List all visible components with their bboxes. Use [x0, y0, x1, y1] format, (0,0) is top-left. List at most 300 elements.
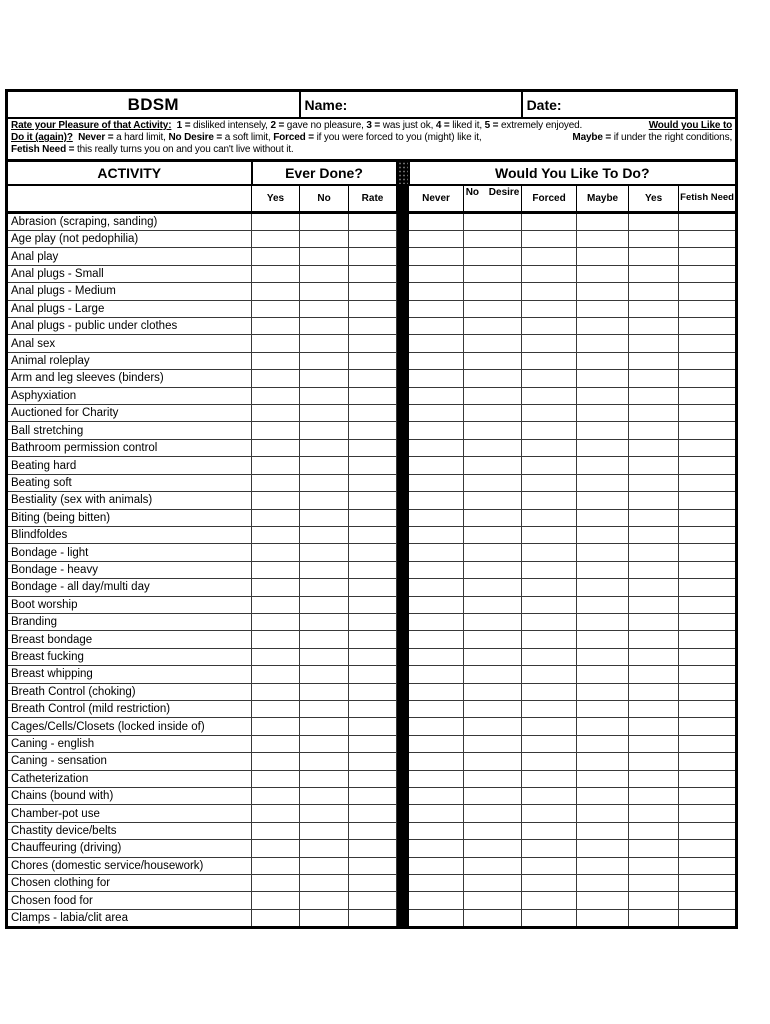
wl-forced-cell[interactable]	[522, 700, 577, 717]
wl-yes-cell[interactable]	[629, 909, 679, 927]
wl-never-cell[interactable]	[409, 526, 464, 543]
wl-forced-cell[interactable]	[522, 439, 577, 456]
wl-yes-cell[interactable]	[629, 509, 679, 526]
wl-fetish-need-cell[interactable]	[679, 909, 737, 927]
ever-rate-cell[interactable]	[349, 509, 397, 526]
wl-never-cell[interactable]	[409, 283, 464, 300]
wl-no-desire-cell[interactable]	[464, 492, 522, 509]
wl-fetish-need-cell[interactable]	[679, 370, 737, 387]
wl-yes-cell[interactable]	[629, 788, 679, 805]
ever-no-cell[interactable]	[300, 387, 349, 404]
ever-yes-cell[interactable]	[252, 788, 300, 805]
ever-yes-cell[interactable]	[252, 457, 300, 474]
ever-yes-cell[interactable]	[252, 892, 300, 909]
wl-forced-cell[interactable]	[522, 231, 577, 248]
ever-rate-cell[interactable]	[349, 648, 397, 665]
ever-yes-cell[interactable]	[252, 631, 300, 648]
ever-yes-cell[interactable]	[252, 248, 300, 265]
wl-never-cell[interactable]	[409, 805, 464, 822]
wl-never-cell[interactable]	[409, 579, 464, 596]
wl-yes-cell[interactable]	[629, 231, 679, 248]
ever-rate-cell[interactable]	[349, 248, 397, 265]
ever-rate-cell[interactable]	[349, 805, 397, 822]
wl-maybe-cell[interactable]	[577, 596, 629, 613]
wl-maybe-cell[interactable]	[577, 770, 629, 787]
ever-no-cell[interactable]	[300, 561, 349, 578]
wl-never-cell[interactable]	[409, 370, 464, 387]
wl-yes-cell[interactable]	[629, 492, 679, 509]
wl-never-cell[interactable]	[409, 318, 464, 335]
ever-yes-cell[interactable]	[252, 770, 300, 787]
wl-fetish-need-cell[interactable]	[679, 335, 737, 352]
wl-fetish-need-cell[interactable]	[679, 231, 737, 248]
ever-rate-cell[interactable]	[349, 857, 397, 874]
ever-rate-cell[interactable]	[349, 631, 397, 648]
wl-yes-cell[interactable]	[629, 753, 679, 770]
wl-never-cell[interactable]	[409, 544, 464, 561]
wl-fetish-need-cell[interactable]	[679, 265, 737, 282]
ever-no-cell[interactable]	[300, 526, 349, 543]
wl-never-cell[interactable]	[409, 300, 464, 317]
ever-yes-cell[interactable]	[252, 666, 300, 683]
ever-no-cell[interactable]	[300, 596, 349, 613]
wl-fetish-need-cell[interactable]	[679, 788, 737, 805]
wl-forced-cell[interactable]	[522, 822, 577, 839]
ever-no-cell[interactable]	[300, 405, 349, 422]
wl-never-cell[interactable]	[409, 631, 464, 648]
ever-yes-cell[interactable]	[252, 387, 300, 404]
wl-never-cell[interactable]	[409, 892, 464, 909]
ever-rate-cell[interactable]	[349, 822, 397, 839]
wl-maybe-cell[interactable]	[577, 405, 629, 422]
wl-yes-cell[interactable]	[629, 457, 679, 474]
ever-rate-cell[interactable]	[349, 526, 397, 543]
ever-rate-cell[interactable]	[349, 700, 397, 717]
wl-maybe-cell[interactable]	[577, 735, 629, 752]
ever-rate-cell[interactable]	[349, 212, 397, 230]
wl-no-desire-cell[interactable]	[464, 735, 522, 752]
ever-rate-cell[interactable]	[349, 283, 397, 300]
wl-no-desire-cell[interactable]	[464, 718, 522, 735]
wl-yes-cell[interactable]	[629, 283, 679, 300]
wl-no-desire-cell[interactable]	[464, 352, 522, 369]
wl-maybe-cell[interactable]	[577, 788, 629, 805]
ever-rate-cell[interactable]	[349, 439, 397, 456]
wl-fetish-need-cell[interactable]	[679, 822, 737, 839]
wl-fetish-need-cell[interactable]	[679, 526, 737, 543]
wl-forced-cell[interactable]	[522, 857, 577, 874]
wl-maybe-cell[interactable]	[577, 613, 629, 630]
ever-rate-cell[interactable]	[349, 875, 397, 892]
ever-no-cell[interactable]	[300, 683, 349, 700]
wl-maybe-cell[interactable]	[577, 857, 629, 874]
wl-maybe-cell[interactable]	[577, 718, 629, 735]
wl-fetish-need-cell[interactable]	[679, 422, 737, 439]
ever-yes-cell[interactable]	[252, 318, 300, 335]
wl-forced-cell[interactable]	[522, 422, 577, 439]
wl-forced-cell[interactable]	[522, 648, 577, 665]
wl-forced-cell[interactable]	[522, 405, 577, 422]
wl-forced-cell[interactable]	[522, 596, 577, 613]
wl-maybe-cell[interactable]	[577, 265, 629, 282]
wl-no-desire-cell[interactable]	[464, 457, 522, 474]
wl-no-desire-cell[interactable]	[464, 579, 522, 596]
ever-no-cell[interactable]	[300, 579, 349, 596]
wl-no-desire-cell[interactable]	[464, 822, 522, 839]
wl-forced-cell[interactable]	[522, 544, 577, 561]
wl-forced-cell[interactable]	[522, 212, 577, 230]
wl-maybe-cell[interactable]	[577, 579, 629, 596]
wl-yes-cell[interactable]	[629, 300, 679, 317]
wl-fetish-need-cell[interactable]	[679, 718, 737, 735]
ever-no-cell[interactable]	[300, 875, 349, 892]
ever-no-cell[interactable]	[300, 212, 349, 230]
wl-maybe-cell[interactable]	[577, 683, 629, 700]
ever-yes-cell[interactable]	[252, 474, 300, 491]
wl-never-cell[interactable]	[409, 265, 464, 282]
ever-rate-cell[interactable]	[349, 492, 397, 509]
ever-rate-cell[interactable]	[349, 735, 397, 752]
wl-no-desire-cell[interactable]	[464, 631, 522, 648]
wl-never-cell[interactable]	[409, 509, 464, 526]
ever-no-cell[interactable]	[300, 335, 349, 352]
wl-yes-cell[interactable]	[629, 422, 679, 439]
wl-yes-cell[interactable]	[629, 822, 679, 839]
wl-forced-cell[interactable]	[522, 318, 577, 335]
ever-yes-cell[interactable]	[252, 492, 300, 509]
wl-forced-cell[interactable]	[522, 631, 577, 648]
wl-never-cell[interactable]	[409, 613, 464, 630]
ever-yes-cell[interactable]	[252, 370, 300, 387]
ever-no-cell[interactable]	[300, 248, 349, 265]
wl-never-cell[interactable]	[409, 683, 464, 700]
wl-yes-cell[interactable]	[629, 666, 679, 683]
wl-fetish-need-cell[interactable]	[679, 700, 737, 717]
ever-rate-cell[interactable]	[349, 579, 397, 596]
date-field[interactable]: Date:	[522, 91, 737, 119]
ever-rate-cell[interactable]	[349, 474, 397, 491]
wl-no-desire-cell[interactable]	[464, 387, 522, 404]
wl-yes-cell[interactable]	[629, 544, 679, 561]
wl-no-desire-cell[interactable]	[464, 474, 522, 491]
ever-yes-cell[interactable]	[252, 700, 300, 717]
wl-no-desire-cell[interactable]	[464, 526, 522, 543]
wl-fetish-need-cell[interactable]	[679, 579, 737, 596]
wl-fetish-need-cell[interactable]	[679, 387, 737, 404]
wl-no-desire-cell[interactable]	[464, 265, 522, 282]
wl-forced-cell[interactable]	[522, 265, 577, 282]
ever-rate-cell[interactable]	[349, 405, 397, 422]
ever-yes-cell[interactable]	[252, 231, 300, 248]
wl-maybe-cell[interactable]	[577, 212, 629, 230]
wl-maybe-cell[interactable]	[577, 875, 629, 892]
wl-yes-cell[interactable]	[629, 683, 679, 700]
wl-never-cell[interactable]	[409, 909, 464, 927]
ever-rate-cell[interactable]	[349, 265, 397, 282]
ever-yes-cell[interactable]	[252, 544, 300, 561]
wl-fetish-need-cell[interactable]	[679, 283, 737, 300]
wl-fetish-need-cell[interactable]	[679, 613, 737, 630]
wl-fetish-need-cell[interactable]	[679, 405, 737, 422]
wl-forced-cell[interactable]	[522, 718, 577, 735]
wl-never-cell[interactable]	[409, 735, 464, 752]
wl-never-cell[interactable]	[409, 822, 464, 839]
wl-never-cell[interactable]	[409, 231, 464, 248]
wl-never-cell[interactable]	[409, 596, 464, 613]
wl-no-desire-cell[interactable]	[464, 509, 522, 526]
wl-maybe-cell[interactable]	[577, 648, 629, 665]
ever-no-cell[interactable]	[300, 892, 349, 909]
wl-forced-cell[interactable]	[522, 492, 577, 509]
wl-fetish-need-cell[interactable]	[679, 753, 737, 770]
wl-never-cell[interactable]	[409, 718, 464, 735]
wl-fetish-need-cell[interactable]	[679, 561, 737, 578]
ever-rate-cell[interactable]	[349, 370, 397, 387]
wl-no-desire-cell[interactable]	[464, 909, 522, 927]
wl-yes-cell[interactable]	[629, 596, 679, 613]
ever-rate-cell[interactable]	[349, 683, 397, 700]
wl-no-desire-cell[interactable]	[464, 770, 522, 787]
wl-maybe-cell[interactable]	[577, 283, 629, 300]
wl-maybe-cell[interactable]	[577, 422, 629, 439]
ever-yes-cell[interactable]	[252, 683, 300, 700]
wl-maybe-cell[interactable]	[577, 631, 629, 648]
wl-no-desire-cell[interactable]	[464, 875, 522, 892]
wl-maybe-cell[interactable]	[577, 318, 629, 335]
ever-rate-cell[interactable]	[349, 387, 397, 404]
wl-no-desire-cell[interactable]	[464, 700, 522, 717]
wl-forced-cell[interactable]	[522, 387, 577, 404]
wl-fetish-need-cell[interactable]	[679, 840, 737, 857]
ever-yes-cell[interactable]	[252, 857, 300, 874]
wl-fetish-need-cell[interactable]	[679, 439, 737, 456]
wl-maybe-cell[interactable]	[577, 666, 629, 683]
ever-yes-cell[interactable]	[252, 579, 300, 596]
ever-yes-cell[interactable]	[252, 613, 300, 630]
wl-yes-cell[interactable]	[629, 370, 679, 387]
ever-rate-cell[interactable]	[349, 840, 397, 857]
wl-yes-cell[interactable]	[629, 648, 679, 665]
wl-yes-cell[interactable]	[629, 857, 679, 874]
wl-fetish-need-cell[interactable]	[679, 474, 737, 491]
wl-never-cell[interactable]	[409, 387, 464, 404]
wl-no-desire-cell[interactable]	[464, 753, 522, 770]
wl-yes-cell[interactable]	[629, 718, 679, 735]
wl-fetish-need-cell[interactable]	[679, 683, 737, 700]
wl-yes-cell[interactable]	[629, 474, 679, 491]
wl-fetish-need-cell[interactable]	[679, 735, 737, 752]
wl-fetish-need-cell[interactable]	[679, 666, 737, 683]
wl-no-desire-cell[interactable]	[464, 648, 522, 665]
wl-forced-cell[interactable]	[522, 526, 577, 543]
wl-maybe-cell[interactable]	[577, 439, 629, 456]
ever-no-cell[interactable]	[300, 735, 349, 752]
ever-no-cell[interactable]	[300, 300, 349, 317]
wl-forced-cell[interactable]	[522, 875, 577, 892]
ever-yes-cell[interactable]	[252, 352, 300, 369]
ever-rate-cell[interactable]	[349, 666, 397, 683]
wl-maybe-cell[interactable]	[577, 352, 629, 369]
wl-yes-cell[interactable]	[629, 352, 679, 369]
wl-no-desire-cell[interactable]	[464, 561, 522, 578]
ever-yes-cell[interactable]	[252, 405, 300, 422]
wl-fetish-need-cell[interactable]	[679, 212, 737, 230]
wl-forced-cell[interactable]	[522, 370, 577, 387]
ever-no-cell[interactable]	[300, 770, 349, 787]
ever-yes-cell[interactable]	[252, 283, 300, 300]
wl-fetish-need-cell[interactable]	[679, 248, 737, 265]
wl-maybe-cell[interactable]	[577, 822, 629, 839]
ever-rate-cell[interactable]	[349, 457, 397, 474]
wl-never-cell[interactable]	[409, 352, 464, 369]
ever-rate-cell[interactable]	[349, 613, 397, 630]
wl-fetish-need-cell[interactable]	[679, 318, 737, 335]
wl-forced-cell[interactable]	[522, 335, 577, 352]
wl-fetish-need-cell[interactable]	[679, 892, 737, 909]
wl-maybe-cell[interactable]	[577, 544, 629, 561]
wl-never-cell[interactable]	[409, 700, 464, 717]
ever-no-cell[interactable]	[300, 631, 349, 648]
wl-yes-cell[interactable]	[629, 439, 679, 456]
wl-never-cell[interactable]	[409, 770, 464, 787]
wl-fetish-need-cell[interactable]	[679, 544, 737, 561]
wl-no-desire-cell[interactable]	[464, 283, 522, 300]
ever-rate-cell[interactable]	[349, 561, 397, 578]
wl-maybe-cell[interactable]	[577, 492, 629, 509]
wl-forced-cell[interactable]	[522, 909, 577, 927]
ever-yes-cell[interactable]	[252, 596, 300, 613]
ever-no-cell[interactable]	[300, 544, 349, 561]
ever-rate-cell[interactable]	[349, 422, 397, 439]
wl-never-cell[interactable]	[409, 648, 464, 665]
wl-no-desire-cell[interactable]	[464, 335, 522, 352]
wl-no-desire-cell[interactable]	[464, 544, 522, 561]
wl-fetish-need-cell[interactable]	[679, 875, 737, 892]
wl-no-desire-cell[interactable]	[464, 683, 522, 700]
wl-maybe-cell[interactable]	[577, 387, 629, 404]
wl-yes-cell[interactable]	[629, 631, 679, 648]
wl-fetish-need-cell[interactable]	[679, 631, 737, 648]
wl-maybe-cell[interactable]	[577, 909, 629, 927]
wl-yes-cell[interactable]	[629, 892, 679, 909]
ever-rate-cell[interactable]	[349, 909, 397, 927]
wl-maybe-cell[interactable]	[577, 248, 629, 265]
ever-rate-cell[interactable]	[349, 770, 397, 787]
ever-no-cell[interactable]	[300, 265, 349, 282]
wl-forced-cell[interactable]	[522, 683, 577, 700]
ever-no-cell[interactable]	[300, 857, 349, 874]
ever-yes-cell[interactable]	[252, 805, 300, 822]
wl-yes-cell[interactable]	[629, 248, 679, 265]
wl-yes-cell[interactable]	[629, 212, 679, 230]
wl-never-cell[interactable]	[409, 857, 464, 874]
ever-no-cell[interactable]	[300, 753, 349, 770]
wl-fetish-need-cell[interactable]	[679, 596, 737, 613]
ever-no-cell[interactable]	[300, 700, 349, 717]
wl-maybe-cell[interactable]	[577, 840, 629, 857]
wl-forced-cell[interactable]	[522, 283, 577, 300]
ever-yes-cell[interactable]	[252, 753, 300, 770]
wl-maybe-cell[interactable]	[577, 231, 629, 248]
wl-fetish-need-cell[interactable]	[679, 509, 737, 526]
wl-maybe-cell[interactable]	[577, 892, 629, 909]
wl-forced-cell[interactable]	[522, 666, 577, 683]
ever-rate-cell[interactable]	[349, 300, 397, 317]
ever-yes-cell[interactable]	[252, 718, 300, 735]
ever-no-cell[interactable]	[300, 509, 349, 526]
wl-maybe-cell[interactable]	[577, 561, 629, 578]
ever-rate-cell[interactable]	[349, 335, 397, 352]
ever-rate-cell[interactable]	[349, 788, 397, 805]
wl-no-desire-cell[interactable]	[464, 613, 522, 630]
wl-no-desire-cell[interactable]	[464, 422, 522, 439]
wl-forced-cell[interactable]	[522, 248, 577, 265]
wl-never-cell[interactable]	[409, 474, 464, 491]
ever-no-cell[interactable]	[300, 474, 349, 491]
ever-yes-cell[interactable]	[252, 265, 300, 282]
wl-maybe-cell[interactable]	[577, 753, 629, 770]
wl-fetish-need-cell[interactable]	[679, 457, 737, 474]
wl-maybe-cell[interactable]	[577, 700, 629, 717]
wl-maybe-cell[interactable]	[577, 805, 629, 822]
ever-no-cell[interactable]	[300, 318, 349, 335]
wl-never-cell[interactable]	[409, 561, 464, 578]
wl-forced-cell[interactable]	[522, 770, 577, 787]
wl-maybe-cell[interactable]	[577, 526, 629, 543]
wl-never-cell[interactable]	[409, 248, 464, 265]
wl-never-cell[interactable]	[409, 405, 464, 422]
wl-no-desire-cell[interactable]	[464, 212, 522, 230]
wl-yes-cell[interactable]	[629, 613, 679, 630]
wl-no-desire-cell[interactable]	[464, 248, 522, 265]
wl-fetish-need-cell[interactable]	[679, 648, 737, 665]
wl-fetish-need-cell[interactable]	[679, 492, 737, 509]
wl-yes-cell[interactable]	[629, 405, 679, 422]
wl-forced-cell[interactable]	[522, 788, 577, 805]
wl-no-desire-cell[interactable]	[464, 370, 522, 387]
wl-maybe-cell[interactable]	[577, 335, 629, 352]
ever-rate-cell[interactable]	[349, 596, 397, 613]
ever-no-cell[interactable]	[300, 370, 349, 387]
wl-fetish-need-cell[interactable]	[679, 300, 737, 317]
ever-rate-cell[interactable]	[349, 544, 397, 561]
wl-no-desire-cell[interactable]	[464, 805, 522, 822]
wl-maybe-cell[interactable]	[577, 509, 629, 526]
ever-no-cell[interactable]	[300, 648, 349, 665]
wl-never-cell[interactable]	[409, 457, 464, 474]
wl-yes-cell[interactable]	[629, 735, 679, 752]
wl-maybe-cell[interactable]	[577, 300, 629, 317]
ever-yes-cell[interactable]	[252, 840, 300, 857]
wl-forced-cell[interactable]	[522, 735, 577, 752]
wl-yes-cell[interactable]	[629, 526, 679, 543]
wl-never-cell[interactable]	[409, 335, 464, 352]
ever-yes-cell[interactable]	[252, 509, 300, 526]
wl-yes-cell[interactable]	[629, 387, 679, 404]
wl-no-desire-cell[interactable]	[464, 596, 522, 613]
ever-no-cell[interactable]	[300, 422, 349, 439]
wl-no-desire-cell[interactable]	[464, 788, 522, 805]
wl-forced-cell[interactable]	[522, 892, 577, 909]
ever-yes-cell[interactable]	[252, 822, 300, 839]
ever-yes-cell[interactable]	[252, 422, 300, 439]
wl-forced-cell[interactable]	[522, 352, 577, 369]
ever-yes-cell[interactable]	[252, 335, 300, 352]
ever-no-cell[interactable]	[300, 439, 349, 456]
wl-yes-cell[interactable]	[629, 700, 679, 717]
ever-no-cell[interactable]	[300, 718, 349, 735]
wl-forced-cell[interactable]	[522, 509, 577, 526]
